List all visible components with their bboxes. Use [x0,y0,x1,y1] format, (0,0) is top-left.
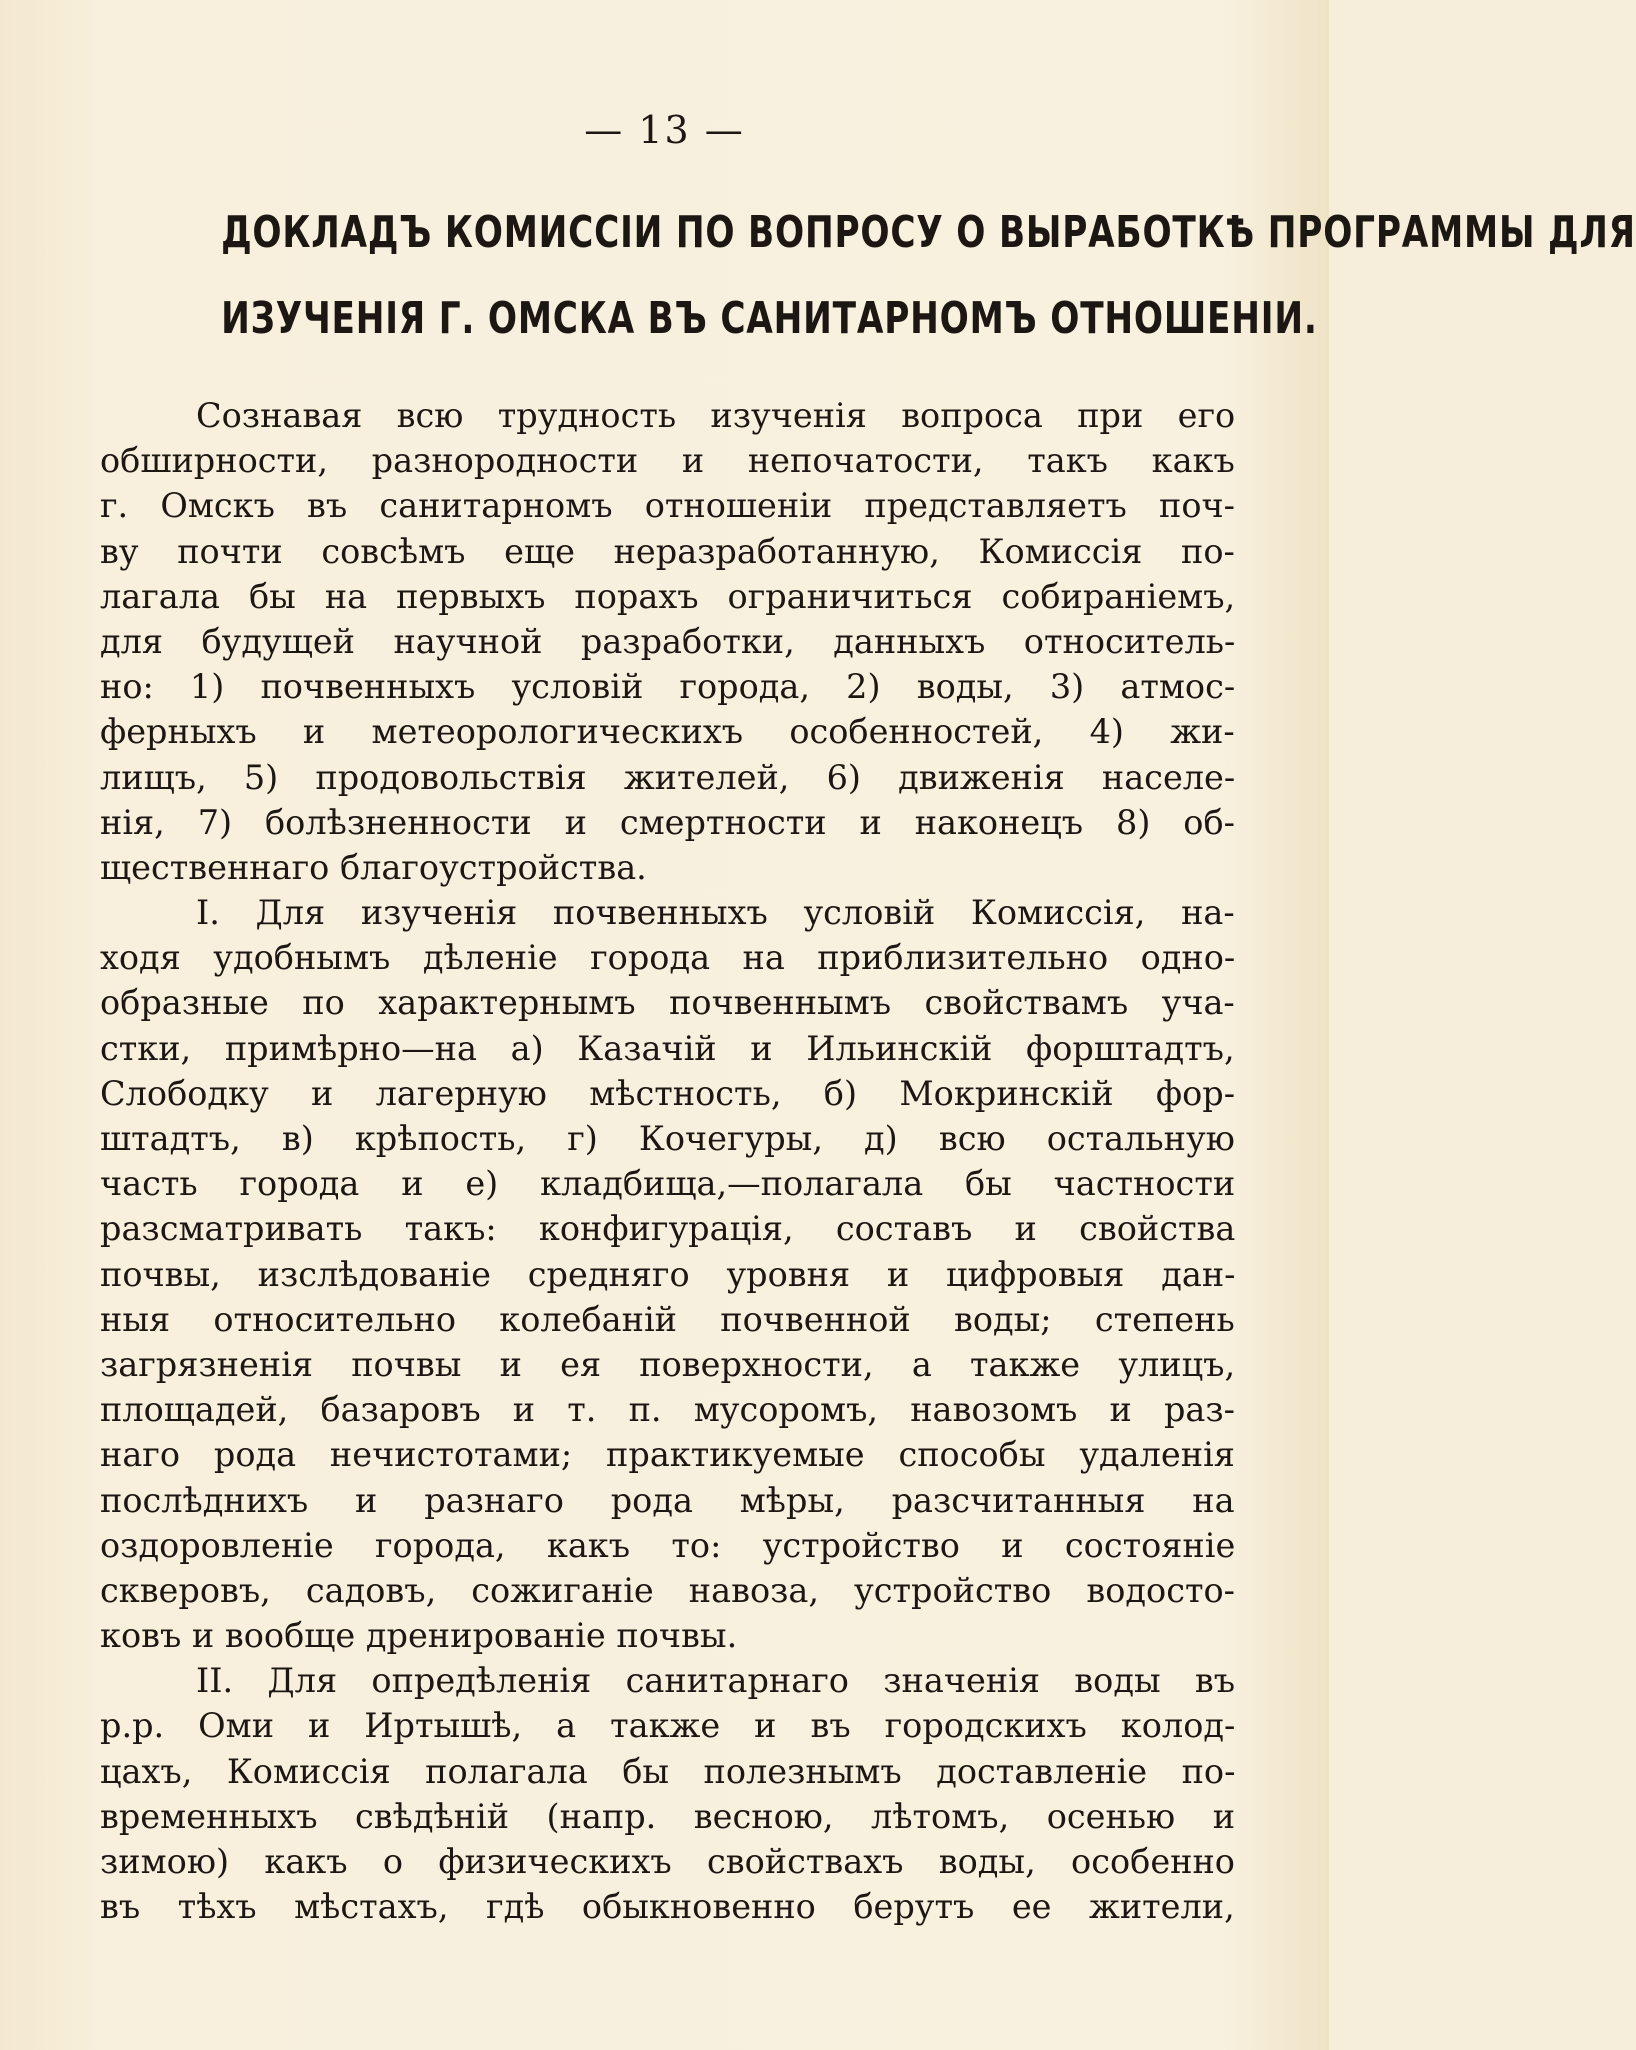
text-line: оздоровленіе города, какъ то: устройство и состояніе [100,1525,1236,1565]
report-title-line-1: ДОКЛАДЪ КОМИССІИ ПО ВОПРОСУ О ВЫРАБОТКѢ ПРОГРАММЫ ДЛЯ [221,207,1636,258]
text-line: въ тѣхъ мѣстахъ, гдѣ обыкновенно берутъ ее жители, [100,1887,1235,1927]
text-line: наго рода нечистотами; практикуемые способы удаленія [100,1435,1235,1475]
text-line: нія, 7) болѣзненности и смертности и наконецъ 8) об- [100,802,1235,842]
report-title-line-2: ИЗУЧЕНІЯ Г. ОМСКА ВЪ САНИТАРНОМЪ ОТНОШЕНІИ. [221,293,1318,344]
text-line: ферныхъ и метеорологическихъ особенностей, 4) жи- [100,712,1235,752]
text-line: II. Для опредѣленія санитарнаго значенія воды въ [196,1661,1236,1701]
text-line: почвы, изслѣдованіе средняго уровня и цифровыя дан- [100,1254,1236,1294]
text-line: цахъ, Комиссія полагала бы полезнымъ доставленіе по- [100,1751,1236,1791]
text-line: г. Омскъ въ санитарномъ отношеніи представляетъ поч- [100,486,1235,526]
text-line: лищъ, 5) продовольствія жителей, 6) движенія населе- [100,757,1236,797]
text-line: штадтъ, в) крѣпость, г) Кочегуры, д) всю остальную [100,1119,1235,1158]
text-line: разсматривать такъ: конфигурація, составъ и свойства [100,1209,1236,1249]
text-line: площадей, базаровъ и т. п. мусоромъ, навозомъ и раз- [100,1390,1235,1430]
text-line: зимою) какъ о физическихъ свойствахъ воды, особенно [100,1842,1235,1881]
text-line: стки, примѣрно—на а) Казачій и Ильинскій форштадтъ, [100,1028,1235,1068]
text-line: загрязненія почвы и ея поверхности, а также улицъ, [100,1344,1236,1384]
text-line: обширности, разнородности и непочатости, такъ какъ [100,441,1235,481]
text-line: но: 1) почвенныхъ условій города, 2) воды, 3) атмос- [100,667,1236,707]
text-line: ныя относительно колебаній почвенной воды; степень [100,1299,1235,1339]
text-line: Сознавая всю трудность изученія вопроса при его [196,396,1236,435]
text-line: часть города и е) кладбища,—полагала бы частности [100,1164,1236,1204]
text-line: временныхъ свѣдѣній (напр. весною, лѣтомъ, осенью и [100,1796,1236,1836]
text-line: лагала бы на первыхъ порахъ ограничиться собираніемъ, [100,576,1236,616]
text-line: для будущей научной разработки, данныхъ относитель- [100,621,1236,661]
body-text [100,393,1235,1929]
text-line: щественнаго благоустройства. [100,847,647,887]
text-line: скверовъ, садовъ, сожиганіе навоза, устройство водосто- [100,1570,1235,1610]
text-line: ходя удобнымъ дѣленіе города на приблизительно одно- [100,938,1236,978]
text-line: ковъ и вообще дренированіе почвы. [100,1616,738,1656]
text-line: послѣднихъ и разнаго рода мѣры, разсчитанныя на [100,1480,1235,1520]
text-line: ву почти совсѣмъ еще неразработанную, Комиссія по- [100,531,1235,571]
text-line: I. Для изученія почвенныхъ условій Комиссія, на- [196,893,1235,933]
text-line: р.р. Оми и Иртышѣ, а также и въ городскихъ колод- [100,1706,1236,1746]
text-line: Слободку и лагерную мѣстность, б) Мокринскій фор- [100,1073,1236,1113]
text-line: образные по характернымъ почвеннымъ свойствамъ уча- [100,983,1235,1023]
page-number: — 13 — [584,108,745,152]
